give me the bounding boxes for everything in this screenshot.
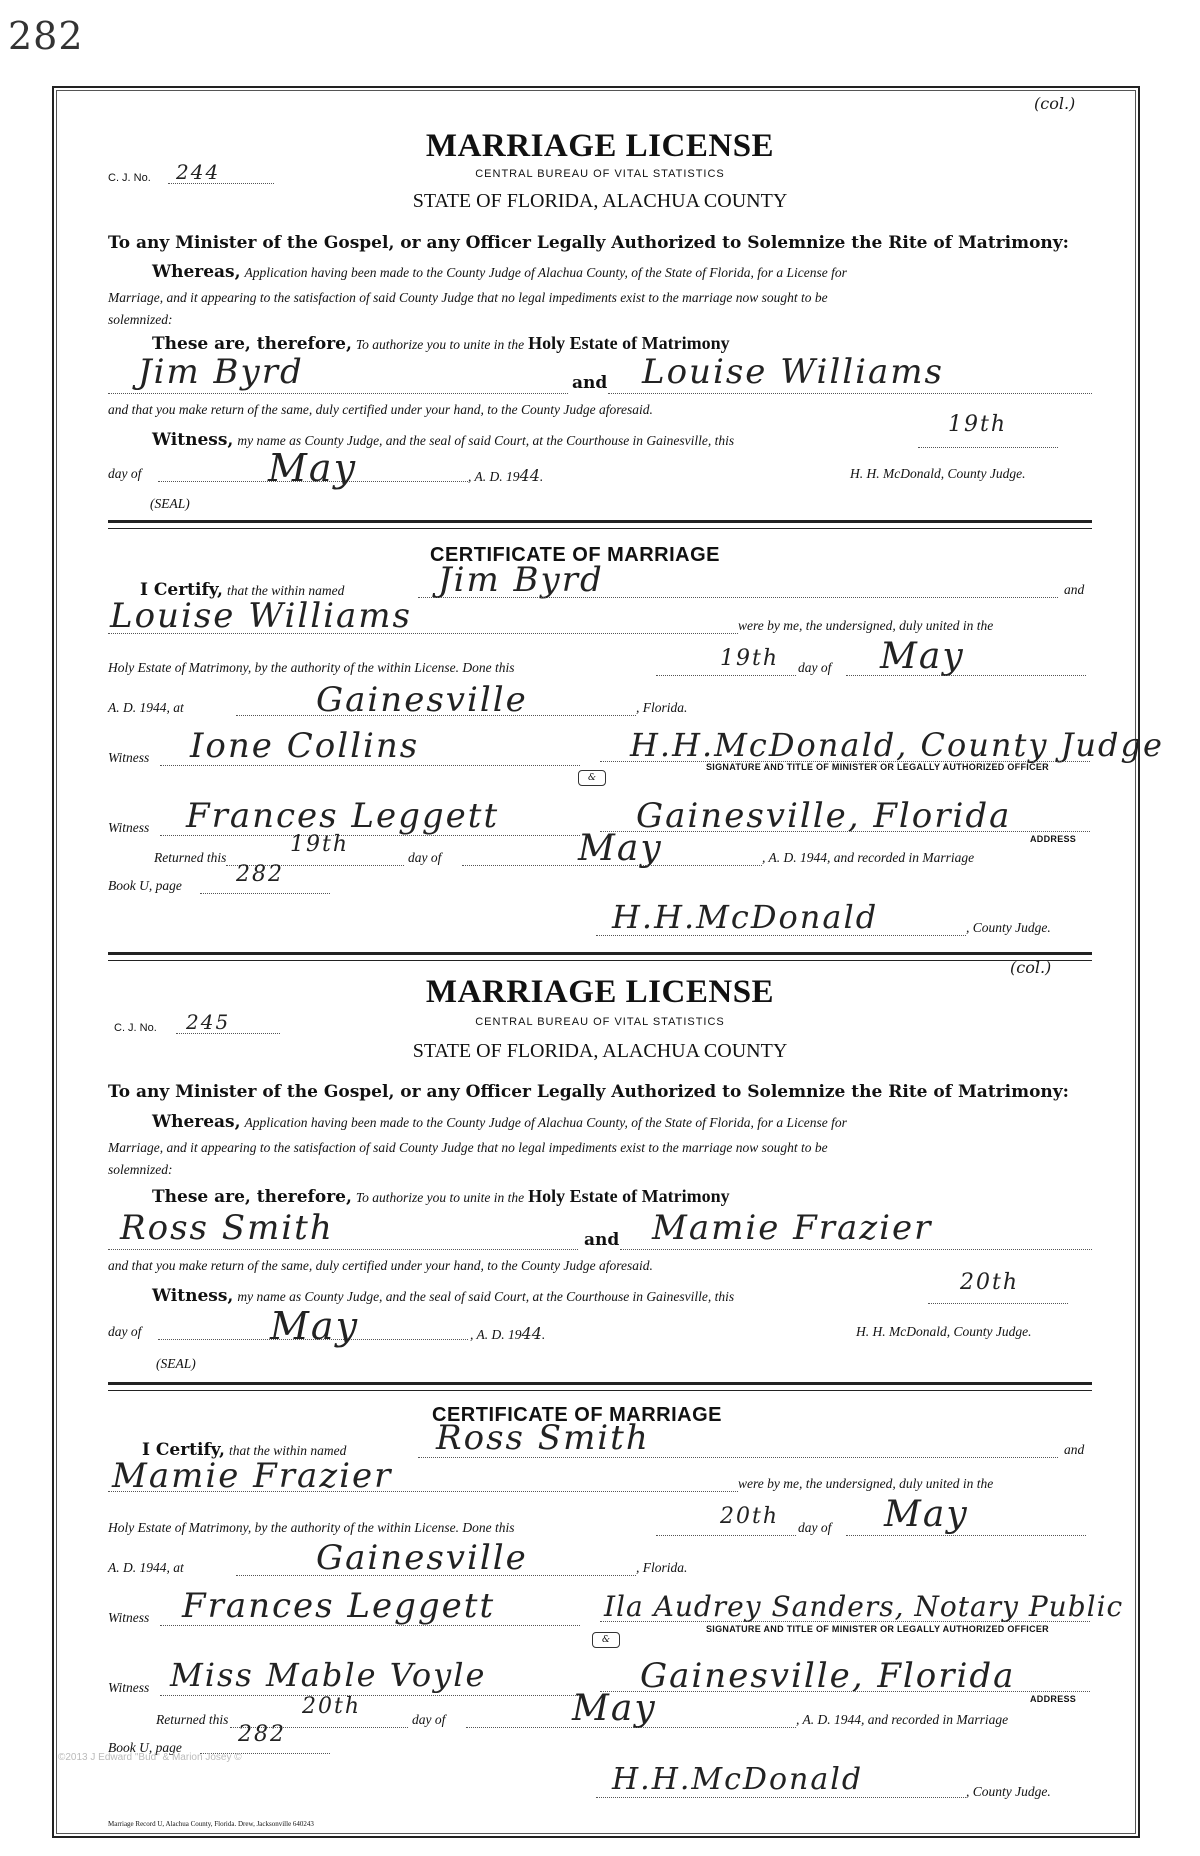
witness-line xyxy=(152,430,734,450)
these-word: These are, therefore, xyxy=(152,334,352,354)
day-of-label: day of xyxy=(108,466,142,481)
license-day: 19th xyxy=(948,412,1008,437)
bride-name: Louise Williams xyxy=(642,352,944,392)
returned-day-of: day of xyxy=(412,1712,446,1727)
cert-month: May xyxy=(884,1494,969,1535)
returned-month-line xyxy=(466,1726,796,1728)
bride-line xyxy=(608,392,1092,394)
cert-bride: Louise Williams xyxy=(110,596,412,636)
witness-1-name: Ione Collins xyxy=(190,726,420,766)
book-page-line xyxy=(200,892,330,894)
and-word: and xyxy=(572,373,608,393)
cert-florida: , Florida. xyxy=(636,700,688,715)
col-mark: (col.) xyxy=(1010,958,1052,977)
witness-2-line xyxy=(160,834,580,836)
address-line: To any Minister of the Gospel, or any Officer Legally Authorized to Solemnize the Rite of Matrimony: xyxy=(108,1082,1069,1102)
united-text: were by me, the undersigned, duly united in the xyxy=(738,618,994,633)
and-word: and xyxy=(584,1230,620,1250)
whereas-word: Whereas, xyxy=(152,262,241,282)
cert-bride-line xyxy=(108,632,738,634)
state-county: STATE OF FLORIDA, ALACHUA COUNTY xyxy=(412,190,788,212)
section-divider-3 xyxy=(108,1382,1092,1385)
signature-caption: SIGNATURE AND TITLE OF MINISTER OR LEGALLY AUTHORIZED OFFICER xyxy=(706,1624,1049,1634)
license-title: MARRIAGE LICENSE xyxy=(425,974,775,1010)
witness-2-label: Witness xyxy=(108,820,150,835)
license-day: 20th xyxy=(960,1270,1020,1295)
witness-2-label: Witness xyxy=(108,1680,150,1695)
holy-text: Holy Estate of Matrimony, by the authority of the within License. Done this xyxy=(108,1520,515,1535)
witness-text: my name as County Judge, and the seal of said Court, at the Courthouse in Gainesville, this xyxy=(237,1289,735,1304)
cert-day: 20th xyxy=(720,1504,780,1529)
certify-text: that the within named xyxy=(226,583,345,598)
copyright-watermark: ©2013 J Edward "Bud" & Marion Josey © xyxy=(58,1752,242,1763)
officiant-address: Gainesville, Florida xyxy=(636,796,1012,836)
united-text: were by me, the undersigned, duly united in the xyxy=(738,1476,994,1491)
groom-line xyxy=(108,1248,578,1250)
cert-ad-at: A. D. 1944, at xyxy=(108,700,184,715)
cert-day-of: day of xyxy=(798,660,832,675)
witness-word: Witness, xyxy=(152,430,234,450)
recorded-text: , A. D. 1944, and recorded in Marriage xyxy=(796,1712,1009,1727)
license-day-line xyxy=(918,446,1058,448)
groom-name: Jim Byrd xyxy=(138,352,304,392)
book-label: Book U, page xyxy=(108,878,182,893)
cj-number: 245 xyxy=(186,1010,231,1034)
officiant-line xyxy=(600,1620,1090,1622)
cert-bride: Mamie Frazier xyxy=(112,1456,393,1496)
license-title: MARRIAGE LICENSE xyxy=(425,128,775,164)
cert-and: and xyxy=(1064,1442,1085,1457)
cert-month: May xyxy=(880,636,965,677)
ad-prefix: , A. D. 19 xyxy=(468,469,520,484)
cj-number-label: C. J. No. xyxy=(114,1022,157,1034)
cert-ad-at: A. D. 1944, at xyxy=(108,1560,184,1575)
book-page: 282 xyxy=(236,862,284,887)
address-line xyxy=(600,1690,1090,1692)
whereas-text: Application having been made to the County Judge of Alachua County, of the State of Florida, for a License for xyxy=(244,1115,847,1130)
ad-prefix: , A. D. 19 xyxy=(470,1327,522,1342)
witness-1-name: Frances Leggett xyxy=(182,1586,496,1626)
these-line xyxy=(152,1186,730,1207)
witness-1-line xyxy=(160,764,580,766)
cert-groom: Jim Byrd xyxy=(438,560,604,600)
returned-day: 20th xyxy=(302,1694,362,1719)
county-judge-label: , County Judge. xyxy=(966,920,1051,935)
judge-signature-line xyxy=(596,934,966,936)
groom-line xyxy=(108,392,568,394)
cert-day-line xyxy=(656,674,796,676)
cert-day-of: day of xyxy=(798,1520,832,1535)
cert-groom-line xyxy=(418,596,1058,598)
cert-day: 19th xyxy=(720,646,780,671)
cert-place: Gainesville xyxy=(316,1538,528,1578)
county-judge-label: , County Judge. xyxy=(966,1784,1051,1799)
bride-line xyxy=(620,1248,1092,1250)
return-text: and that you make return of the same, duly certified under your hand, to the County Judge aforesaid. xyxy=(108,1258,653,1273)
holy-estate: Holy Estate of Matrimony xyxy=(528,1186,730,1206)
whereas-text: Application having been made to the County Judge of Alachua County, of the State of Florida, for a License for xyxy=(244,265,847,280)
whereas-text-2: Marriage, and it appearing to the satisfaction of said County Judge that no legal impediments exist to the marriage now sought to be xyxy=(108,290,828,305)
officiant-signature: H.H.McDonald, County Judge xyxy=(630,726,1164,764)
section-divider xyxy=(108,520,1092,523)
witness-line xyxy=(152,1286,734,1306)
book-label: Book U, page xyxy=(108,1740,182,1755)
cert-month-line xyxy=(846,1534,1086,1536)
certificate-title: CERTIFICATE OF MARRIAGE xyxy=(430,544,721,566)
day-of-label: day of xyxy=(108,1324,142,1339)
cj-number-line xyxy=(168,182,274,184)
witness-1-label: Witness xyxy=(108,1610,150,1625)
ad-year-label: , A. D. 1944. xyxy=(468,466,544,485)
certify-word: I Certify, xyxy=(140,580,223,600)
cert-groom: Ross Smith xyxy=(436,1418,650,1458)
signature-caption: SIGNATURE AND TITLE OF MINISTER OR LEGALLY AUTHORIZED OFFICER xyxy=(706,762,1049,772)
cert-day-line xyxy=(656,1534,796,1536)
judge-signature: H.H.McDonald xyxy=(612,1762,864,1797)
cert-florida: , Florida. xyxy=(636,1560,688,1575)
certificate-title: CERTIFICATE OF MARRIAGE xyxy=(432,1404,723,1426)
witness-1-line xyxy=(160,1624,580,1626)
witness-1-label: Witness xyxy=(108,750,150,765)
cert-month-line xyxy=(846,674,1086,676)
cert-and: and xyxy=(1064,582,1085,597)
bureau-subtitle: CENTRAL BUREAU OF VITAL STATISTICS xyxy=(475,1016,725,1028)
judge-signature: H.H.McDonald xyxy=(612,898,879,936)
officiant-signature: Ila Audrey Sanders, Notary Public xyxy=(604,1590,1124,1623)
these-text: To authorize you to unite in the xyxy=(355,1190,525,1205)
cert-place: Gainesville xyxy=(316,680,528,720)
these-word: These are, therefore, xyxy=(152,1187,352,1207)
returned-day-of: day of xyxy=(408,850,442,865)
ad-year-label: , A. D. 1944. xyxy=(470,1324,546,1343)
cert-bride-line xyxy=(108,1490,738,1492)
address-line: To any Minister of the Gospel, or any Officer Legally Authorized to Solemnize the Rite of Matrimony: xyxy=(108,233,1069,253)
groom-name: Ross Smith xyxy=(120,1208,334,1248)
section-divider-3-thin xyxy=(108,1390,1092,1391)
and-seal-icon: & xyxy=(592,1632,620,1648)
col-mark: (col.) xyxy=(1034,94,1076,113)
bride-name: Mamie Frazier xyxy=(652,1208,933,1248)
form-footer: Marriage Record U, Alachua County, Florida. Drew, Jacksonville 640243 xyxy=(108,1820,314,1828)
address-caption: ADDRESS xyxy=(1030,834,1077,844)
holy-estate: Holy Estate of Matrimony xyxy=(528,333,730,353)
year-suffix: 44 xyxy=(521,1324,542,1343)
section-divider-2 xyxy=(108,952,1092,955)
returned-this-label: Returned this xyxy=(154,850,227,865)
seal-label: (SEAL) xyxy=(150,496,190,511)
officiant-address: Gainesville, Florida xyxy=(640,1656,1016,1696)
whereas-text-3: solemnized: xyxy=(108,1162,173,1177)
cert-place-line xyxy=(236,1574,636,1576)
bureau-subtitle: CENTRAL BUREAU OF VITAL STATISTICS xyxy=(475,168,725,180)
license-month: May xyxy=(268,446,358,490)
whereas-text-3: solemnized: xyxy=(108,312,173,327)
returned-month: May xyxy=(572,1688,657,1729)
section-divider-thin xyxy=(108,528,1092,529)
section-divider-2-thin xyxy=(108,960,1092,961)
these-text: To authorize you to unite in the xyxy=(355,337,525,352)
cert-groom-line xyxy=(418,1456,1058,1458)
certify-word: I Certify, xyxy=(142,1440,225,1460)
return-text: and that you make return of the same, duly certified under your hand, to the County Judge aforesaid. xyxy=(108,402,653,417)
whereas-word: Whereas, xyxy=(152,1112,241,1132)
address-caption: ADDRESS xyxy=(1030,1694,1077,1704)
page-number: 282 xyxy=(8,14,84,58)
cj-number: 244 xyxy=(176,160,221,184)
these-line xyxy=(152,333,730,354)
returned-month-line xyxy=(462,864,762,866)
license-day-line xyxy=(928,1302,1068,1304)
cj-number-label: C. J. No. xyxy=(108,172,151,184)
year-suffix: 44 xyxy=(519,466,540,485)
recorded-text: , A. D. 1944, and recorded in Marriage xyxy=(762,850,975,865)
witness-2-name: Frances Leggett xyxy=(186,796,500,836)
witness-2-line xyxy=(160,1694,580,1696)
county-judge-name: H. H. McDonald, County Judge. xyxy=(850,466,1026,481)
returned-this-label: Returned this xyxy=(156,1712,229,1727)
whereas-line xyxy=(152,1112,847,1132)
address-line xyxy=(600,830,1090,832)
witness-2-name: Miss Mable Voyle xyxy=(170,1656,487,1694)
book-page: 282 xyxy=(238,1722,286,1747)
state-county: STATE OF FLORIDA, ALACHUA COUNTY xyxy=(412,1040,788,1062)
county-judge-name: H. H. McDonald, County Judge. xyxy=(856,1324,1032,1339)
whereas-text-2: Marriage, and it appearing to the satisfaction of said County Judge that no legal impediments exist to the marriage now sought to be xyxy=(108,1140,828,1155)
witness-word: Witness, xyxy=(152,1286,234,1306)
certify-text: that the within named xyxy=(228,1443,347,1458)
whereas-line xyxy=(152,262,847,282)
judge-signature-line xyxy=(596,1796,966,1798)
cert-place-line xyxy=(236,714,636,716)
license-month: May xyxy=(270,1304,360,1348)
and-seal-icon: & xyxy=(578,770,606,786)
returned-month: May xyxy=(578,828,663,869)
seal-label: (SEAL) xyxy=(156,1356,196,1371)
witness-text: my name as County Judge, and the seal of said Court, at the Courthouse in Gainesville, this xyxy=(237,433,735,448)
holy-text: Holy Estate of Matrimony, by the authority of the within License. Done this xyxy=(108,660,515,675)
returned-day: 19th xyxy=(290,832,350,857)
cj-number-line xyxy=(176,1032,280,1034)
